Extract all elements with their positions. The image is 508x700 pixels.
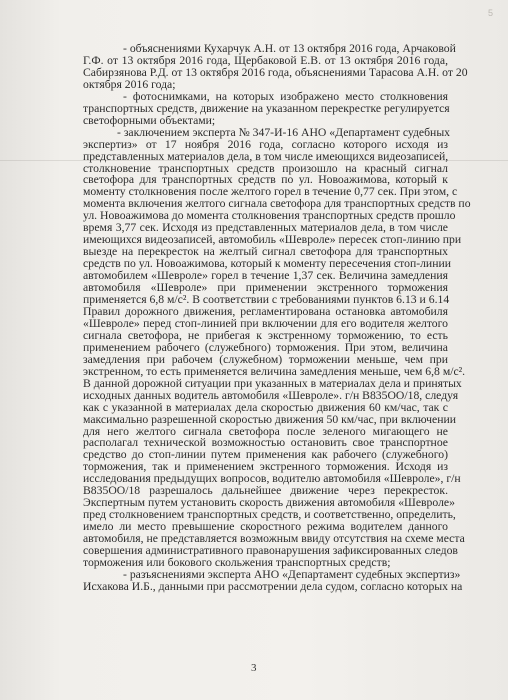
text-line: выезде на перекресток на желтый сигнал светофора для транспортных xyxy=(83,245,448,259)
text-line: средство до стоп-линии путем применения как рабочего (служебного) xyxy=(83,448,448,462)
text-line: Сабирзянова Р.Д. от 13 октября 2016 года, объяснениями Тарасова А.Н. от 20 xyxy=(83,65,468,79)
text-line: максимально разрешенной скоростью движения 50 км/час, при включении xyxy=(83,412,456,426)
corner-mark: 5 xyxy=(488,8,494,18)
text-line: замедления при рабочем (служебном) торможении меньше, чем при xyxy=(83,352,448,366)
page-number: 3 xyxy=(251,662,257,674)
text-line: совершения административного правонарушения зафиксированных следов xyxy=(83,544,458,558)
text-line: время 3,77 сек. Исходя из представленных материалов дела, в том числе xyxy=(83,221,448,235)
text-line: - разъяснениями эксперта АНО «Департамент судебных экспертиз» xyxy=(123,567,461,581)
text-line: - объяснениями Кухарчук А.Н. от 13 октября 2016 года, Арчаковой xyxy=(123,42,456,55)
text-line: располагал технической возможностью остановить свое транспортное xyxy=(83,436,448,450)
text-line: имеющихся видеозаписей, автомобиль «Шевроле» пересек стоп-линию при xyxy=(83,233,462,247)
document-body xyxy=(83,42,471,593)
text-line: сигнала светофора, не прибегая к экстренному торможению, то есть xyxy=(83,328,448,342)
text-line: ул. Новоажимова до момента столкновения транспортных средств прошло xyxy=(83,209,456,223)
text-line: имело ли место превышение скоростного режима водителем данного xyxy=(83,520,448,534)
text-line: Экспертным путем установить скорость движения автомобиля «Шевроле» xyxy=(83,496,455,510)
text-line: применением рабочего (служебного) торможения. При этом, величина xyxy=(83,340,448,354)
text-line: применяется 6,8 м/с². В соответствии с требованиями пунктов 6.13 и 6.14 xyxy=(83,293,450,307)
text-line: автомобилем «Шевроле» горел в течение 1,37 сек. Величина замедления xyxy=(83,269,448,283)
text-line: Исхакова И.Б., данными при рассмотрении дела судом, согласно которых на xyxy=(83,579,463,593)
text-line: октября 2016 года; xyxy=(83,77,176,91)
text-line: - заключением эксперта № 347-И-16 АНО «Департамент судебных xyxy=(117,125,451,139)
text-line: столкновение транспортных средств произошло на красный сигнал xyxy=(83,161,448,175)
text-line: экспертиз» от 17 ноября 2016 года, согласно которого исходя из xyxy=(83,137,448,151)
text-line: моменту столкновения после желтого горел в течение 0,77 сек. При этом, с xyxy=(83,185,458,199)
text-line: экстренном, то есть применяется величина замедления меньше, чем 6,8 м/с². xyxy=(83,364,466,378)
text-line: представленных материалов дела, в том числе имеющихся видеозаписей, xyxy=(83,149,449,163)
text-line: автомобиля «Шевроле» при применении экстренного торможения xyxy=(83,281,448,295)
text-line: транспортных средств, движение на указанном перекрестке регулируется xyxy=(83,101,450,115)
text-line: исходных данных водитель автомобиля «Шевроле». г/н В835ОО/18, следуя xyxy=(83,388,459,402)
text-line: «Шевроле» перед стоп-линией при включении для его водителя желтого xyxy=(83,316,448,330)
text-line: В данной дорожной ситуации при указанных в материалах дела и принятых xyxy=(83,376,462,390)
text-line: для него желтого сигнала светофора после зеленого мигающего не xyxy=(83,424,448,438)
text-line: момента включения желтого сигнала светофора для транспортных средств по xyxy=(83,197,471,211)
text-line: торможения или бокового скольжения транспортных средств; xyxy=(83,555,391,569)
text-line: исследования предыдущих вопросов, водителю автомобиля «Шевроле», г/н xyxy=(83,472,461,486)
text-line: В835ОО/18 разрешалось дальнейшее движение через перекресток. xyxy=(83,484,448,498)
text-line: пред столкновением транспортных средств, и соответственно, определить, xyxy=(83,508,456,522)
text-line: как с указанной в материалах дела скоростью движения 60 км/час, так с xyxy=(83,400,448,414)
text-line: светофора для транспортных средств по ул. Новоажимова, который к xyxy=(83,173,448,187)
text-line: - фотоснимками, на которых изображено место столкновения xyxy=(123,89,448,103)
text-line: Г.Ф. от 13 октября 2016 года, Щербаковой Е.В. от 13 октября 2016 года, xyxy=(83,53,448,67)
text-line: средств по ул. Новоажимова, который к моменту пересечения стоп-линии xyxy=(83,257,451,271)
text-line: автомобиля, не представляется возможным ввиду отсутствия на схеме места xyxy=(83,532,465,546)
text-line: Правил дорожного движения, регламентирована остановка автомобиля xyxy=(83,304,448,318)
text-line: торможения, так и применением экстренного торможения. Исходя из xyxy=(83,460,448,474)
text-line: светофорными объектами; xyxy=(83,113,216,127)
